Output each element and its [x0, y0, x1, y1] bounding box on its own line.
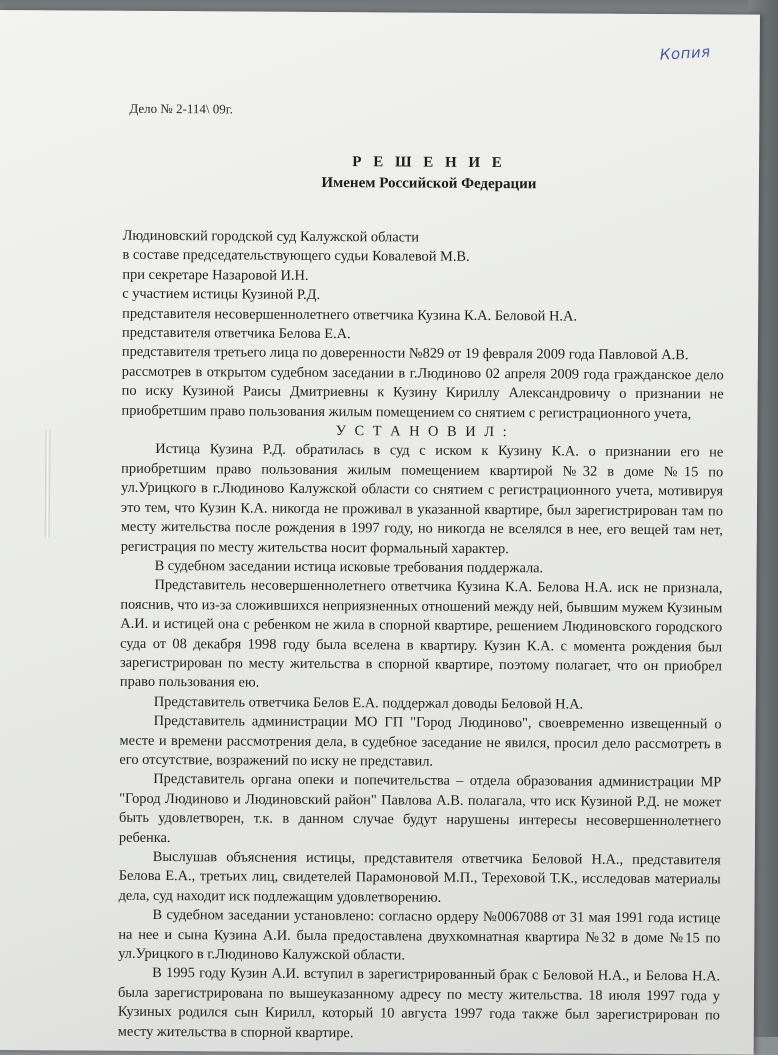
document-title: Р Е Ш Е Н И Е [352, 154, 506, 172]
body-paragraph: В судебном заседании истица исковые требования поддержала. [154, 557, 544, 577]
intro-line: представителя несовершеннолетнего ответчика Кузина К.А. Беловой Н.А. [122, 305, 578, 325]
document-body [118, 227, 725, 1046]
body-paragraph: Представитель администрации МО ГП "Город Людиново", своевременно извещенный о месте и времени рассмотрения дела, в судебное заседание не явился, просил дело рассмотреть в его отсутствие, возражений по иску не представил. [119, 713, 722, 770]
intro-line: представителя ответчика Белова Е.А. [121, 324, 351, 343]
document-page [0, 10, 760, 1055]
handwritten-annotation: Копия [659, 42, 712, 64]
body-paragraph: Истица Кузина Р.Д. обратилась в суд с иском к Кузину К.А. о признании его не приобретшим право пользования жилым помещением квартирой №32 в доме №15 по ул.Урицкого в г.Людиново Калужской области со снятием с регистрационного учета, мотивируя это тем, что Кузин К.А. никогда не проживал в указанной квартире, был зарегистрирован там по месту жительства после рождения в 1997 году, но никогда не вселялся в нее, его вещей там нет, регистрация по месту жительства носит формальный характер. [120, 441, 724, 557]
intro-line: с участием истицы Кузиной Р.Д. [122, 285, 321, 304]
body-paragraph: В судебном заседании установлено: согласно ордеру №0067088 от 31 мая 1991 года истице на нее и сына Кузина А.И. была предоставлена двухкомнатная квартира №32 в доме №15 по ул.Урицкого в г.Людиново Калужской области. [118, 907, 721, 964]
intro-line: в составе председательствующего судьи Ковалевой М.В. [122, 247, 470, 266]
intro-line: при секретаре Назаровой И.Н. [122, 266, 309, 284]
title-block [0, 152, 778, 195]
document-subtitle: Именем Российской Федерации [321, 174, 537, 193]
section-heading: У С Т А Н О В И Л : [335, 423, 510, 441]
body-paragraph: Представитель ответчика Белов Е.А. поддержал доводы Беловой Н.А. [153, 693, 584, 713]
case-number: Дело № 2-114\ 09г. [129, 100, 233, 117]
body-paragraph: В 1995 году Кузин А.И. вступил в зарегистрированный брак с Беловой Н.А., и Белова Н.А. была зарегистрирована по вышеуказанному адресу по месту жительства. 18 июля 1997 года у Кузиных родился сын Кирилл, который 10 августа 1997 года также был зарегистрирован по месту жительства в спорной квартире. [117, 965, 721, 1041]
body-paragraph: Представитель органа опеки и попечительства – отдела образования администрации МР "Город Людиново и Людиновский район" Павлова А.В. полагала, что иск Кузиной Р.Д. не может быть удовлетворен, т.к. в данном случае будут нарушены интересы несовершеннолетнего ребенка. [118, 771, 722, 846]
intro-line: Людиновский городской суд Калужской области [122, 227, 420, 246]
intro-line: рассмотрев в открытом судебном заседании в г.Людиново 02 апреля 2009 года гражданское дело по иску Кузиной Раисы Дмитриевны к Кузину Кириллу Александровичу о признании не приобретшим право пользования жилым помещением со снятием с регистрационного учета, [121, 363, 724, 422]
body-paragraph: Выслушав объяснения истицы, представителя ответчика Беловой Н.А., представителя Белова Е.А., третьих лиц, свидетелей Парамоновой М.П., Тереховой Т.К., исследовав материалы дела, суд находит иск подлежащим удовлетворению. [118, 848, 721, 906]
binding-hole-mark [45, 428, 51, 538]
body-paragraph: Представитель несовершеннолетнего ответчика Кузина К.А. Белова Н.А. иск не признала, пояснив, что из-за сложившихся неприязненных отношений между ней, бывшим мужем Кузиным А.И. и истицей она с ребенком не жила в спорной квартире, решением Людиновского городского суда от 08 декабря 1998 году была вселена в квартиру. Кузин К.А. с момента рождения был зарегистрирован по месту жительства в спорной квартире, поэтому полагает, что он приобрел право пользования ею. [119, 577, 723, 691]
intro-line: представителя третьего лица по доверенности №829 от 19 февраля 2009 года Павловой А.В. [121, 344, 689, 364]
